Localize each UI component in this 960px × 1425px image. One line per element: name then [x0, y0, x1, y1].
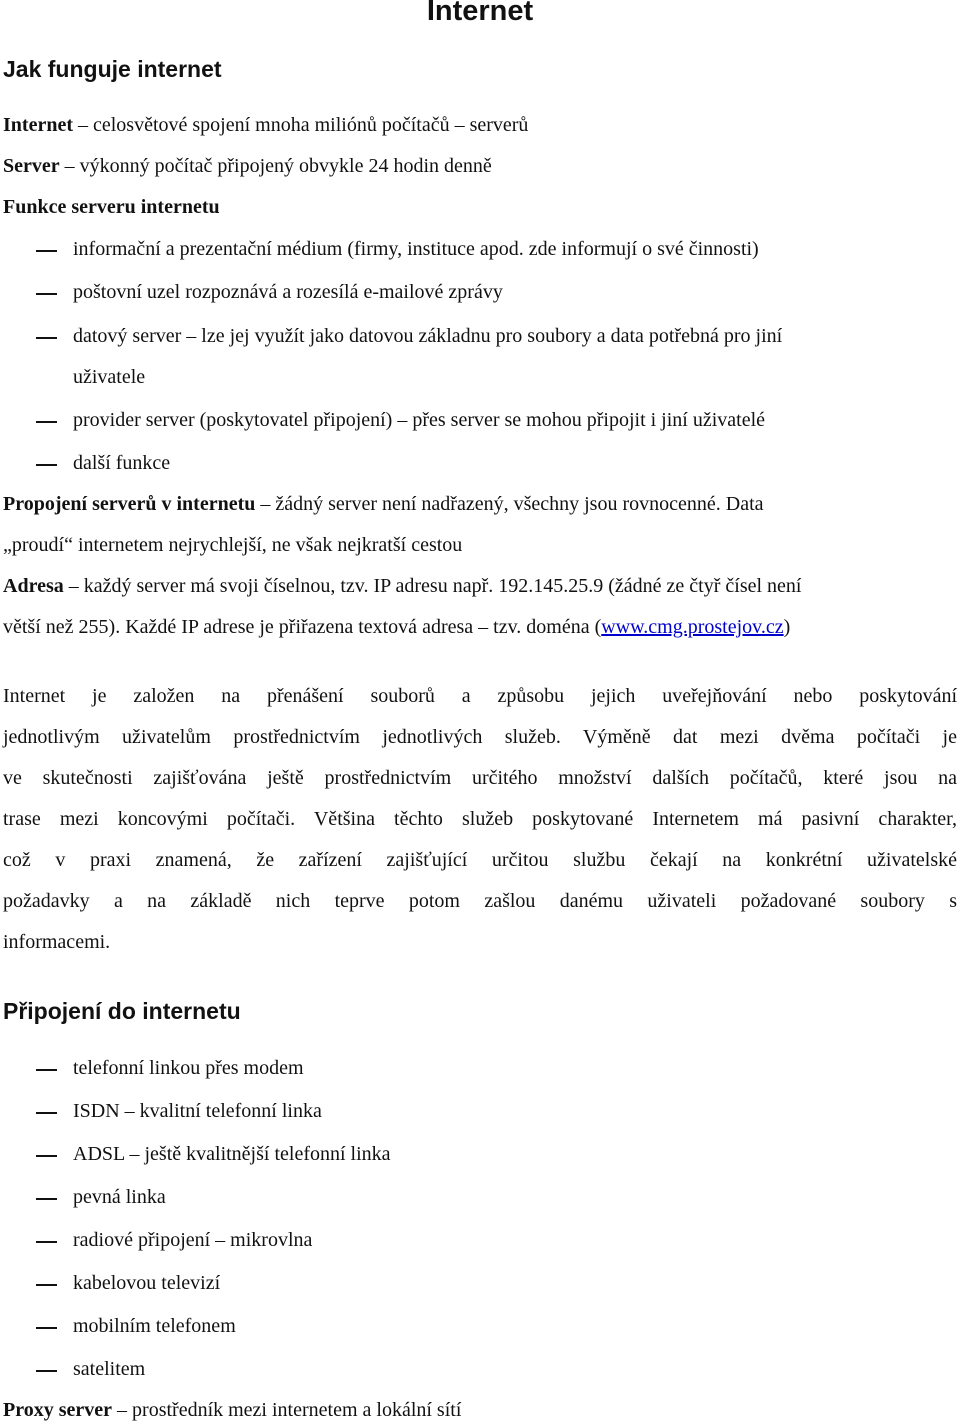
list-dash [36, 1155, 57, 1157]
address-text: – každý server má svoji číselnou, tzv. IP adresu např. 192.145.25.9 (žádné ze čtyř čísel není [63, 575, 802, 597]
list-dash [36, 1112, 57, 1114]
list-item: kabelovou televizí [73, 1272, 221, 1294]
definition-text: – výkonný počítač připojený obvykle 24 hodin denně [59, 155, 492, 177]
paragraph-line: požadavky a na základě nich teprve potom zašlou danému uživateli požadované soubory s [3, 890, 957, 912]
list-item: mobilním telefonem [73, 1315, 236, 1337]
paragraph-line: informacemi. [3, 931, 111, 953]
interconnect-line [3, 493, 764, 516]
section-heading-connect: Připojení do internetu [3, 998, 241, 1024]
list-dash [36, 1370, 57, 1372]
proxy-term: Proxy server [3, 1399, 113, 1421]
interconnect-text: – žádný server není nadřazený, všechny jsou rovnocenné. Data [255, 493, 764, 515]
domain-link[interactable]: www.cmg.prostejov.cz [601, 616, 784, 638]
list-dash [36, 464, 57, 466]
list-dash [36, 1241, 57, 1243]
definition-term: Server [3, 155, 60, 177]
address-term: Adresa [3, 575, 64, 597]
paragraph-line: trase mezi koncovými počítači. Většina těchto služeb poskytované Internetem má pasivní charakter, [3, 808, 957, 830]
list-item: ADSL – ještě kvalitnější telefonní linka [73, 1143, 391, 1165]
list-dash [36, 421, 57, 423]
paragraph-line: jednotlivým uživatelům prostřednictvím jednotlivých služeb. Výměně dat mezi dvěma počítači je [3, 726, 957, 748]
list-dash [36, 1284, 57, 1286]
list-dash [36, 1327, 57, 1329]
address-line [3, 575, 801, 598]
list-item: provider server (poskytovatel připojení) – přes server se mohou připojit i jiní uživatelé [73, 409, 766, 431]
list-dash [36, 337, 57, 339]
interconnect-term: Propojení serverů v internetu [3, 493, 256, 515]
list-item: datový server – lze jej využít jako datovou základnu pro soubory a data potřebná pro jiní [73, 325, 783, 347]
paragraph-line: ve skutečnosti zajišťována ještě prostřednictvím určitého množství dalších počítačů, které jsou na [3, 767, 957, 789]
list-dash [36, 293, 57, 295]
definition-server [3, 155, 492, 178]
list-item: informační a prezentační médium (firmy, instituce apod. zde informují o své činnosti) [73, 238, 759, 260]
definition-internet [3, 114, 528, 137]
list-item: pevná linka [73, 1186, 166, 1208]
list-item: ISDN – kvalitní telefonní linka [73, 1100, 322, 1122]
list-item: telefonní linkou přes modem [73, 1057, 304, 1079]
list-item: další funkce [73, 452, 171, 474]
address-text: ) [783, 616, 791, 638]
address-text: větší než 255). Každé IP adrese je přiřazena textová adresa – tzv. doména ( [3, 616, 602, 638]
list-item: satelitem [73, 1358, 146, 1380]
list-item: radiové připojení – mikrovlna [73, 1229, 313, 1251]
paragraph-line: což v praxi znamená, že zařízení zajišťující určitou službu čekají na konkrétní uživatelské [3, 849, 957, 871]
page-title: Internet [426, 0, 534, 27]
proxy-line [3, 1399, 461, 1422]
definition-text: – celosvětové spojení mnoha miliónů počítačů – serverů [72, 114, 529, 136]
address-line-2 [3, 616, 790, 639]
list-dash [36, 1198, 57, 1200]
interconnect-line-2: „proudí“ internetem nejrychlejší, ne však nejkratší cestou [3, 534, 463, 556]
proxy-text: – prostředník mezi internetem a lokální sítí [112, 1399, 462, 1421]
list-dash [36, 1069, 57, 1071]
list-item-continuation: uživatele [73, 366, 146, 388]
section-heading-how: Jak funguje internet [3, 56, 222, 82]
paragraph-line: Internet je založen na přenášení souborů a způsobu jejich uveřejňování nebo poskytování [3, 685, 957, 707]
list-item: poštovní uzel rozpoznává a rozesílá e-mailové zprávy [73, 281, 503, 303]
list-dash [36, 250, 57, 252]
functions-heading: Funkce serveru internetu [3, 196, 220, 218]
definition-term: Internet [3, 114, 73, 136]
